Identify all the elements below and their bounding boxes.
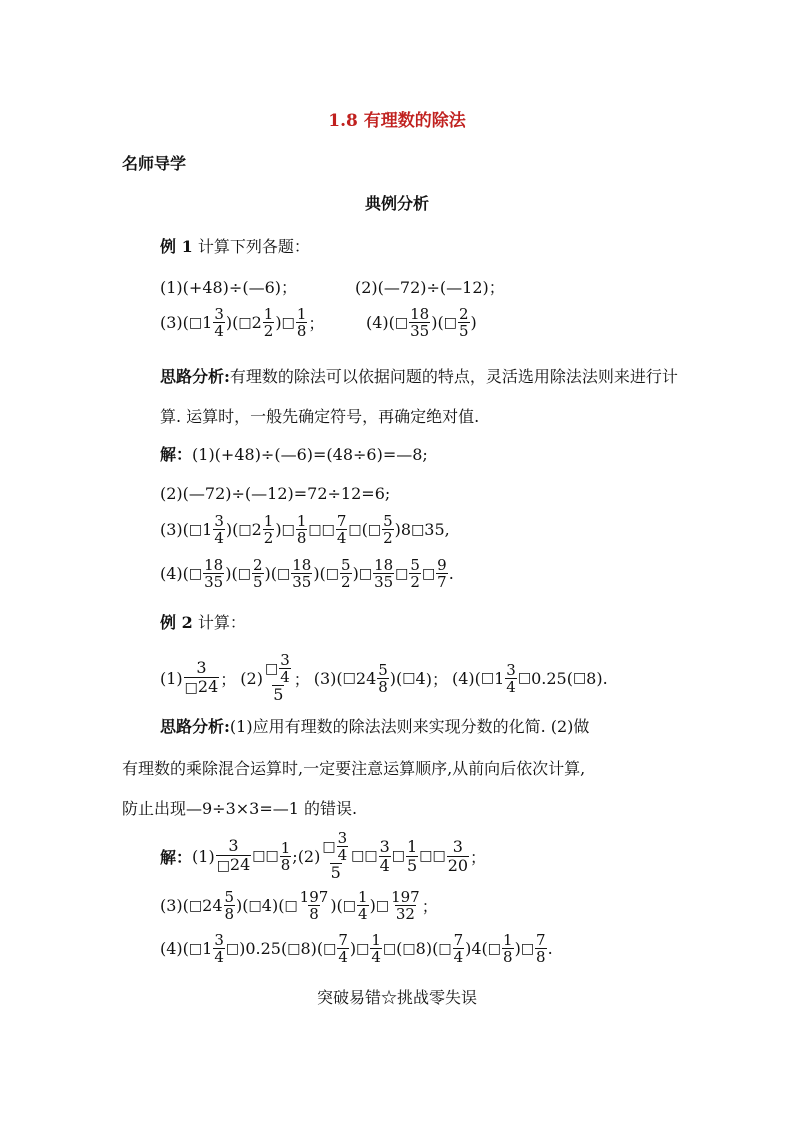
fraction: $\frac{1}{8}$ (280, 838, 291, 874)
fraction: $\frac{1}{2}$ (263, 512, 274, 547)
example-1-analysis: 思路分析:有理数的除法可以依据问题的特点，灵活选用除法法则来进行计算. 运算时，一般先确定符号，再确定绝对值. (160, 367, 678, 426)
fraction: $\frac{18}{35}$ (410, 305, 430, 340)
missing-glyph-box: □ (284, 897, 298, 914)
fraction: $\frac{7}{8}$ (536, 931, 546, 966)
missing-glyph-box: □ (188, 897, 203, 914)
missing-glyph-box: □ (322, 838, 336, 855)
missing-glyph-box: □ (402, 670, 416, 686)
missing-glyph-box: □ (188, 565, 203, 582)
section-heading: 名师导学 (122, 154, 187, 173)
missing-glyph-box: □ (364, 848, 378, 864)
example-1-label: 例 1 (160, 237, 193, 256)
fraction: $\frac{1}{4}$ (358, 888, 368, 923)
missing-glyph-box: □ (375, 897, 390, 914)
fraction: $\frac{3}{20}$ (447, 836, 469, 875)
fraction: $\frac{3}{□24}$ (184, 658, 219, 696)
missing-glyph-box: □ (281, 314, 295, 331)
missing-glyph-box: □ (356, 940, 370, 957)
fraction: $\frac{5}{2}$ (383, 512, 393, 547)
fraction: $\frac{3}{4}$ (214, 305, 224, 340)
missing-glyph-box: □ (238, 521, 252, 538)
missing-glyph-box: □ (184, 680, 198, 696)
missing-glyph-box: □ (443, 314, 457, 331)
fraction: $\frac{3}{4}$ (214, 931, 224, 966)
missing-glyph-box: □ (188, 940, 203, 957)
fraction: $\frac{2}{5}$ (458, 305, 469, 340)
missing-glyph-box: □ (520, 940, 535, 957)
missing-glyph-box: □ (517, 670, 532, 686)
missing-glyph-box: □ (287, 940, 301, 957)
missing-glyph-box: □ (321, 521, 335, 538)
missing-glyph-box: □ (419, 848, 433, 864)
missing-glyph-box: □ (265, 848, 279, 864)
missing-glyph-box: □ (348, 521, 362, 538)
missing-glyph-box: □ (394, 314, 409, 331)
subsection-heading: 典例分析 (364, 194, 429, 213)
problem-1-4: (4)( □ $\frac{18}{35}$ )( □ $\frac{2}{5}$ ) (366, 305, 477, 340)
fraction: $\frac{18}{35}$ (204, 556, 224, 591)
missing-glyph-box: □ (421, 565, 436, 582)
missing-glyph-box: □ (391, 848, 406, 864)
fraction: $\frac{9}{7}$ (437, 556, 447, 591)
missing-glyph-box: □ (358, 565, 373, 582)
problem-1-1: (1)(+48)÷(—6)； (160, 278, 297, 297)
example-2-heading: 例 2 计算： (160, 613, 246, 632)
example-1-solution-2: (2)(—72)÷(—12)=72÷12=6; (160, 484, 391, 503)
missing-glyph-box: □ (395, 565, 409, 582)
missing-glyph-box: □ (487, 940, 502, 957)
example-1-heading (160, 234, 310, 257)
missing-glyph-box: □ (248, 897, 262, 914)
fraction: $\frac{1}{8}$ (296, 305, 307, 340)
fraction: $\frac{197}{8}$ (299, 888, 329, 923)
example-1-solution-1: 解：(1)(+48)÷(—6)=(48÷6)=—8; (160, 445, 428, 464)
fraction: $\frac{3}{□24}$ (216, 836, 251, 874)
missing-glyph-box: □ (188, 314, 203, 331)
missing-glyph-box: □ (438, 940, 452, 957)
missing-glyph-box: □ (238, 314, 252, 331)
example-2-problems: (1) $\frac{3}{□24}$ ； (2) □ $\frac{3}{4}$ 5 ； (3)( □ 24 $\frac{5}{8}$ )( □ 4 )； (4)( □ 1 $\frac{3}{4}$ □ 0.25( □ 8 ). (160, 651, 608, 704)
fraction: $\frac{5}{8}$ (224, 888, 235, 923)
fraction: $\frac{1}{2}$ (263, 305, 274, 340)
footer-heading: 突破易错☆挑战零失误 (316, 988, 477, 1007)
missing-glyph-box: □ (480, 670, 495, 686)
fraction: $\frac{3}{4}$ (337, 829, 348, 864)
missing-glyph-box: □ (367, 521, 382, 538)
fraction: $\frac{7}{4}$ (453, 931, 464, 966)
missing-glyph-box: □ (432, 848, 446, 864)
fraction: □ $\frac{3}{4}$ 5 (322, 829, 348, 882)
missing-glyph-box: □ (382, 940, 397, 957)
example-2-solution-4: (4)( □ 1 $\frac{3}{4}$ □ )0.25( □ 8 )( □ $\frac{7}{4}$ ) □ $\frac{1}{4}$ □ ( □ 8 )( □ $\frac{7}{4}$ )4( □ $\frac{1}{8}$ ) □ $\frac{7}{8}$ . (160, 931, 553, 966)
fraction: $\frac{197}{32}$ (391, 888, 420, 923)
missing-glyph-box: □ (252, 848, 266, 864)
missing-glyph-box: □ (188, 521, 203, 538)
fraction: $\frac{5}{2}$ (341, 556, 351, 591)
missing-glyph-box: □ (402, 940, 416, 957)
fraction: $\frac{7}{4}$ (338, 931, 348, 966)
missing-glyph-box: □ (342, 897, 357, 914)
fraction: $\frac{3}{4}$ (214, 512, 224, 547)
fraction: $\frac{3}{4}$ (506, 660, 516, 696)
problem-1-3: (3)( □ 1 $\frac{3}{4}$ )( □ 2 $\frac{1}{2}$ ) □ $\frac{1}{8}$ ； (160, 305, 325, 340)
missing-glyph-box: □ (308, 521, 322, 538)
example-2-analysis-3: 防止出现—9÷3×3=—1 的错误. (122, 799, 358, 818)
fraction: $\frac{18}{35}$ (292, 556, 312, 591)
fraction: $\frac{1}{4}$ (371, 931, 381, 966)
missing-glyph-box: □ (325, 565, 340, 582)
missing-glyph-box: □ (281, 521, 295, 538)
example-2-solution-1: 解： (1) $\frac{3}{□24}$ □ □ $\frac{1}{8}$ ; (2) □ $\frac{3}{4}$ 5 □ □ $\frac{3}{4}$ □ $\frac{1}{5}$ □ □ $\frac{3}{20}$ ； (160, 829, 487, 882)
example-1-prompt: 计算下列各题： (197, 237, 310, 256)
fraction: $\frac{1}{8}$ (503, 931, 513, 966)
fraction: $\frac{5}{2}$ (410, 556, 420, 591)
example-2-solution-3: (3)( □ 24 $\frac{5}{8}$ )( □ 4 )( □ $\frac{197}{8}$ )( □ $\frac{1}{4}$ ) □ $\frac{197}{32}$ ； (160, 888, 438, 923)
missing-glyph-box: □ (572, 670, 587, 686)
fraction: $\frac{3}{4}$ (379, 836, 390, 875)
missing-glyph-box: □ (264, 660, 279, 677)
fraction: $\frac{7}{4}$ (336, 512, 347, 547)
missing-glyph-box: □ (237, 565, 251, 582)
fraction: $\frac{1}{5}$ (407, 836, 418, 875)
missing-glyph-box: □ (276, 565, 291, 582)
fraction: $\frac{18}{35}$ (374, 556, 394, 591)
example-2-analysis-2: 有理数的乘除混合运算时,一定要注意运算顺序,从前向后依次计算, (122, 759, 586, 778)
fraction: $\frac{5}{8}$ (378, 660, 388, 696)
missing-glyph-box: □ (216, 858, 230, 874)
fraction: □ $\frac{3}{4}$ 5 (264, 651, 290, 704)
example-1-solution-4: (4)( □ $\frac{18}{35}$ )( □ $\frac{2}{5}$ )( □ $\frac{18}{35}$ )( □ $\frac{5}{2}$ ) □ $\frac{18}{35}$ □ $\frac{5}{2}$ □ $\frac{9}{7}$ . (160, 556, 454, 591)
example-2-analysis-1: 思路分析:(1)应用有理数的除法法则来实现分数的化简. (2)做 (160, 717, 590, 736)
fraction: $\frac{1}{8}$ (296, 512, 307, 547)
problem-1-2: (2)(—72)÷(—12)； (355, 278, 505, 297)
missing-glyph-box: □ (351, 848, 365, 864)
missing-glyph-box: □ (225, 940, 240, 957)
fraction: $\frac{2}{5}$ (252, 556, 263, 591)
example-1-solution-3: (3)( □ 1 $\frac{3}{4}$ )( □ 2 $\frac{1}{2}$ ) □ $\frac{1}{8}$ □ □ $\frac{7}{4}$ □ ( □ $\frac{5}{2}$ )8 □ 35 , (160, 512, 450, 547)
page-title: 1.8 有理数的除法 (328, 111, 466, 131)
fraction: $\frac{3}{4}$ (280, 651, 290, 686)
missing-glyph-box: □ (411, 521, 425, 538)
missing-glyph-box: □ (342, 670, 356, 686)
missing-glyph-box: □ (323, 940, 337, 957)
